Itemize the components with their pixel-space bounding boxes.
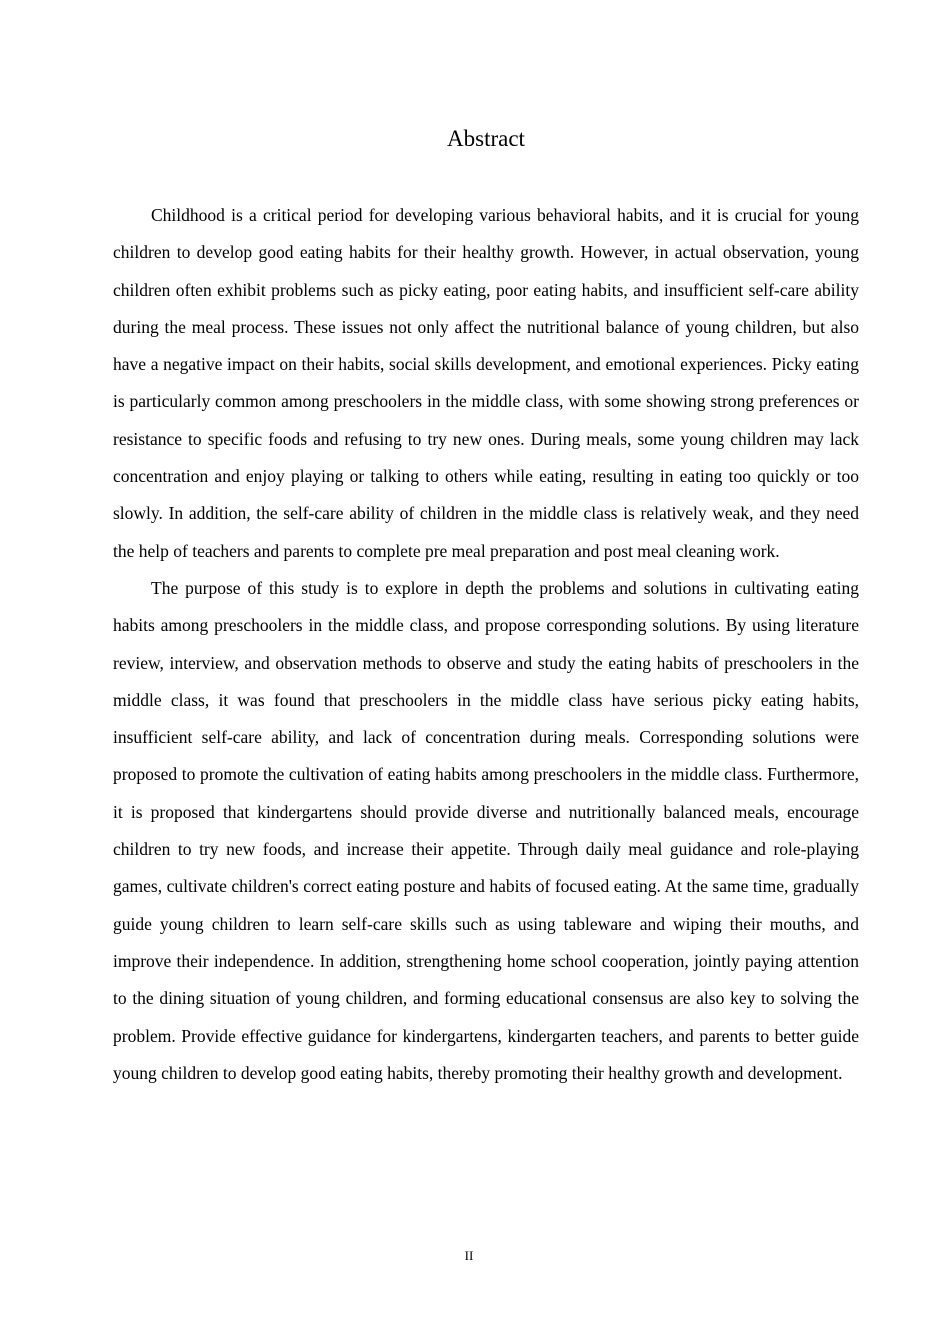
page-title: Abstract (447, 126, 525, 151)
abstract-paragraph-2: The purpose of this study is to explore in depth the problems and solutions in cultivating eating habits among preschoolers in the middle class, and propose corresponding solutions. By using literature review, interview, and observation methods to observe and study the eating habits of preschoolers in the middle class, it was found that preschoolers in the middle class have serious picky eating habits, insufficient self-care ability, and lack of concentration during meals. Corresponding solutions were proposed to promote the cultivation of eating habits among preschoolers in the middle class. Furthermore, it is proposed that kindergartens should provide diverse and nutritionally balanced meals, encourage children to try new foods, and increase their appetite. Through daily meal guidance and role-playing games, cultivate children's correct eating posture and habits of focused eating. At the same time, gradually guide young children to learn self-care skills such as using tableware and wiping their mouths, and improve their independence. In addition, strengthening home school cooperation, jointly paying attention to the dining situation of young children, and forming educational consensus are also key to solving the problem. Provide effective guidance for kindergartens, kindergarten teachers, and parents to better guide young children to develop good eating habits, thereby promoting their healthy growth and development. (113, 577, 859, 1083)
page-number: II (464, 1248, 474, 1263)
abstract-paragraph-1: Childhood is a critical period for developing various behavioral habits, and it is crucial for young children to develop good eating habits for their healthy growth. However, in actual observation, young children often exhibit problems such as picky eating, poor eating habits, and insufficient self-care ability during the meal process. These issues not only affect the nutritional balance of young children, but also have a negative impact on their habits, social skills development, and emotional experiences. Picky eating is particularly common among preschoolers in the middle class, with some showing strong preferences or resistance to specific foods and refusing to try new ones. During meals, some young children may lack concentration and enjoy playing or talking to others while eating, resulting in eating too quickly or too slowly. In addition, the self-care ability of children in the middle class is relatively weak, and they need the help of teachers and parents to complete pre meal preparation and post meal cleaning work. (113, 205, 859, 561)
abstract-body (113, 197, 859, 1092)
